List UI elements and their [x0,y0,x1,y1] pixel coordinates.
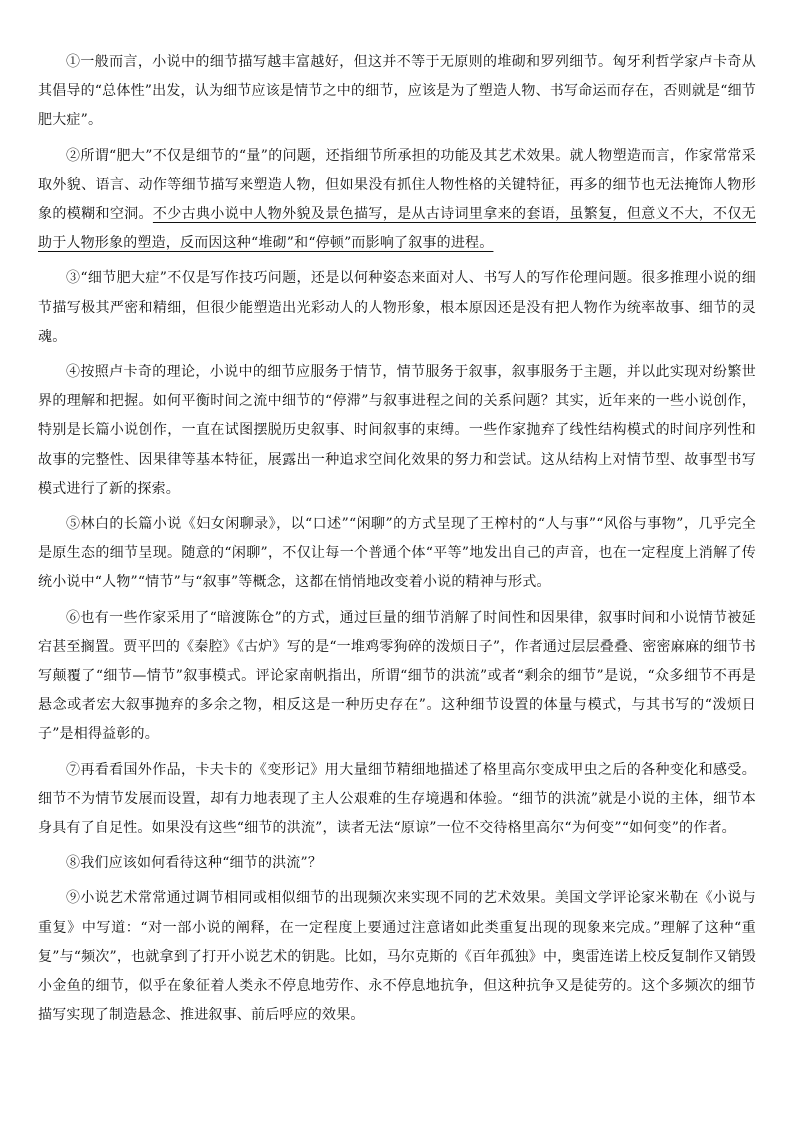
paragraph-5-text: ⑤林白的长篇小说《妇女闲聊录》，以“口述”“闲聊”的方式呈现了王榨村的“人与事”“风俗与事物”，几乎完全是原生态的细节呈现。随意的“闲聊”，不仅让每一个普通个体“平等”地发出自己的声音，也在一定程度上消解了传统小说中“人物”“情节”与“叙事”等概念，这都在悄悄地改变着小说的精神与形式。 [38,516,756,591]
paragraph-8-text: ⑧我们应该如何看待这种“细节的洪流”？ [66,855,323,872]
paragraph-1 [38,48,756,136]
paragraph-1-text: ①一般而言，小说中的细节描写越丰富越好，但这并不等于无原则的堆砌和罗列细节。匈牙利哲学家卢卡奇从其倡导的“总体性”出发，认为细节应该是情节之中的细节，应该是为了塑造人物、书写命运而存在，否则就是“细节肥大症”。 [38,54,756,129]
paragraph-9 [38,884,756,1030]
paragraph-4-text: ④按照卢卡奇的理论，小说中的细节应服务于情节，情节服务于叙事，叙事服务于主题，并以此实现对纷繁世界的理解和把握。如何平衡时间之流中细节的“停滞”与叙事进程之间的关系问题？其实，近年来的一些小说创作，特别是长篇小说创作，一直在试图摆脱历史叙事、时间叙事的束缚。一些作家抛弃了线性结构模式的时间序列性和故事的完整性、因果律等基本特征，展露出一种追求空间化效果的努力和尝试。这从结构上对情节型、故事型书写模式进行了新的探索。 [38,364,756,497]
paragraph-5 [38,510,756,598]
paragraph-6 [38,604,756,750]
paragraph-2-underlined-text: 不少古典小说中人物外貌及景色描写，是从古诗词里拿来的套语，虽繁复，但意义不大，不仅无助于人物形象的塑造，反而因这种“堆砌”和“停顿”而影响了叙事的进程。 [38,206,756,252]
paragraph-3-text: ③“细节肥大症”不仅是写作技巧问题，还是以何种姿态来面对人、书写人的写作伦理问题。很多推理小说的细节描写极其严密和精细，但很少能塑造出光彩动人的人物形象，根本原因还是没有把人物作为统率故事、细节的灵魂。 [38,270,756,345]
paragraph-7-text: ⑦再看看国外作品，卡夫卡的《变形记》用大量细节精细地描述了格里高尔变成甲虫之后的各种变化和感受。细节不为情节发展而设置，却有力地表现了主人公艰难的生存境遇和体验。“细节的洪流”就是小说的主体，细节本身具有了自足性。如果没有这些“细节的洪流”，读者无法“原谅”一位不交待格里高尔“为何变”“如何变”的作者。 [38,761,756,837]
paragraph-4 [38,358,756,504]
paragraph-7 [38,756,756,844]
paragraph-8 [38,849,756,878]
paragraph-3 [38,264,756,352]
paragraph-2 [38,142,756,259]
paragraph-9-text: ⑨小说艺术常常通过调节相同或相似细节的出现频次来实现不同的艺术效果。美国文学评论家米勒在《小说与重复》中写道：“对一部小说的阐释，在一定程度上要通过注意诸如此类重复出现的现象来完成。”理解了这种“重复”与“频次”，也就拿到了打开小说艺术的钥匙。比如，马尔克斯的《百年孤独》中，奥雷连诺上校反复制作又销毁小金鱼的细节，似乎在象征着人类永不停息地劳作、永不停息地抗争，但这种抗争又是徒劳的。这个多频次的细节描写实现了制造悬念、推进叙事、前后呼应的效果。 [38,890,756,1024]
paragraph-2-text: ②所谓“肥大”不仅是细节的“量”的问题，还指细节所承担的功能及其艺术效果。就人物塑造而言，作家常常采取外貌、语言、动作等细节描写来塑造人物，但如果没有抓住人物性格的关键特征，再多的细节也无法掩饰人物形象的模糊和空洞。 [38,147,756,223]
paragraph-6-text: ⑥也有一些作家采用了“暗渡陈仓”的方式，通过巨量的细节消解了时间性和因果律，叙事时间和小说情节被延宕甚至搁置。贾平凹的《秦腔》《古炉》写的是“一堆鸡零狗碎的泼烦日子”，作者通过层层叠叠、密密麻麻的细节书写颠覆了“细节—情节”叙事模式。评论家南帆指出，所谓“细节的洪流”或者“剩余的细节”是说，“众多细节不再是悬念或者宏大叙事抛弃的多余之物，相反这是一种历史存在”。这种细节设置的体量与模式，与其书写的“泼烦日子”是相得益彰的。 [38,609,756,743]
